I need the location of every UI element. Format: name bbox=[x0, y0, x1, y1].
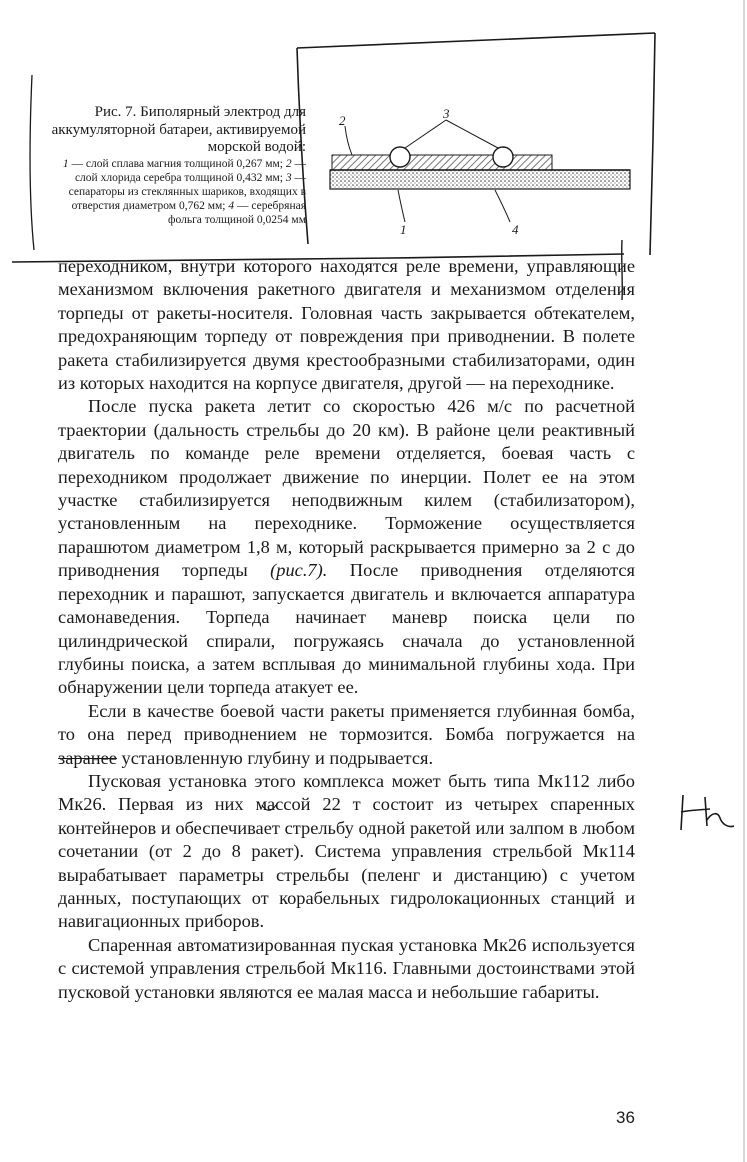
leader-4 bbox=[495, 190, 510, 222]
body-text bbox=[58, 255, 635, 1004]
label-3: 3 bbox=[443, 106, 450, 121]
margin-bracket-mark bbox=[30, 75, 34, 250]
glass-bead-right bbox=[493, 147, 513, 167]
caption-legend bbox=[44, 157, 306, 227]
paragraph: переходником, внутри которого находятся реле времени, управляющие механизмом включения ракетного двигателя и механизмом отделения торпеды от ракеты-носителя. Головная часть закрывается обтекателем, предохраняющим торпеду от повреждения при приводнении. В полете ракета стабилизируется двумя крестообразными стабилизаторами, один из которых находится на корпусе двигателя, другой — на переходнике. bbox=[58, 256, 635, 394]
electrode-diagram bbox=[330, 106, 630, 237]
leader-2 bbox=[345, 126, 352, 155]
legend-item: 4 — серебряная фольга толщиной 0,0254 мм bbox=[168, 200, 306, 227]
paragraph: Пусковая установка этого комплекса может быть типа Мк112 либо Мк26. Первая из них массой 22 т состоит из четырех спаренных контейнеров и обеспечивает стрельбу одной ракетой или залпом в любом сочетании (от 2 до 8 ракет). Система управления стрельбой Мк114 вырабатывает параметры стрельбы (пеленг и дистанцию) с учетом данных, поступающих от корабельных гидролокационных станций и навигационных приборов. bbox=[58, 770, 635, 932]
legend-item: 1 — слой сплава магния толщиной 0,267 мм; bbox=[62, 158, 283, 171]
paragraph: Спаренная автоматизированная пуская установка Мк26 используется с системой управления стрельбой Мк116. Главными достоинствами этой пусковой установки являются ее малая масса и небольшие габариты. bbox=[58, 934, 635, 1002]
label-1: 1 bbox=[400, 222, 407, 237]
leader-3-right bbox=[446, 120, 498, 148]
legend-item: 2 — слой хлорида серебра толщиной 0,432 мм; bbox=[74, 158, 306, 185]
page-number: 36 bbox=[616, 1108, 635, 1127]
struck-word: заранее bbox=[58, 747, 117, 768]
electrode-bottom-layer bbox=[330, 170, 630, 189]
electrode-top-layer bbox=[332, 155, 552, 170]
legend-item: 3 — сепараторы из стеклянных шариков, входящих в отверстия диаметром 0,762 мм; bbox=[68, 172, 306, 213]
glass-bead-left bbox=[390, 147, 410, 167]
paragraph: После пуска ракета летит со скоростью 426 м/с по расчетной траектории (дальность стрельбы до 20 км). В районе цели реактивный двигатель по команде реле времени отделяется, боевая часть с переходником продолжает движение по инерции. Полет ее на этом участке стабилизируется неподвижным килем (стабилизатором), установленным на переходнике. Торможение осуществляется парашютом диаметром 1,8 м, который раскрывается примерно за 2 с до приводнения торпеды (рис.7). После приводнения отделяются переходник и парашют, запускается двигатель и включается аппаратура самонаведения. Торпеда начинает маневр поиска цели по цилиндрической спирали, погружаясь сначала до установленной глубины поиска, а затем всплывая до минимальной глубины хода. При обнаружении цели торпеда атакует ее. bbox=[58, 396, 636, 698]
leader-3-left bbox=[405, 120, 446, 148]
handwritten-initials bbox=[681, 795, 734, 830]
figure-caption bbox=[44, 104, 306, 227]
paragraph: Если в качестве боевой части ракеты применяется глубинная бомба, то она перед приводнением не тормозится. Бомба погружается на заранее установленную глубину и подрывается. bbox=[58, 700, 635, 768]
caption-title: Рис. 7. Биполярный электрод для аккумуляторной батареи, активируемой морской водой: bbox=[51, 104, 306, 156]
label-4: 4 bbox=[512, 222, 519, 237]
label-2: 2 bbox=[339, 113, 346, 128]
figure-reference: (рис.7). bbox=[270, 560, 328, 581]
leader-1 bbox=[398, 190, 405, 222]
